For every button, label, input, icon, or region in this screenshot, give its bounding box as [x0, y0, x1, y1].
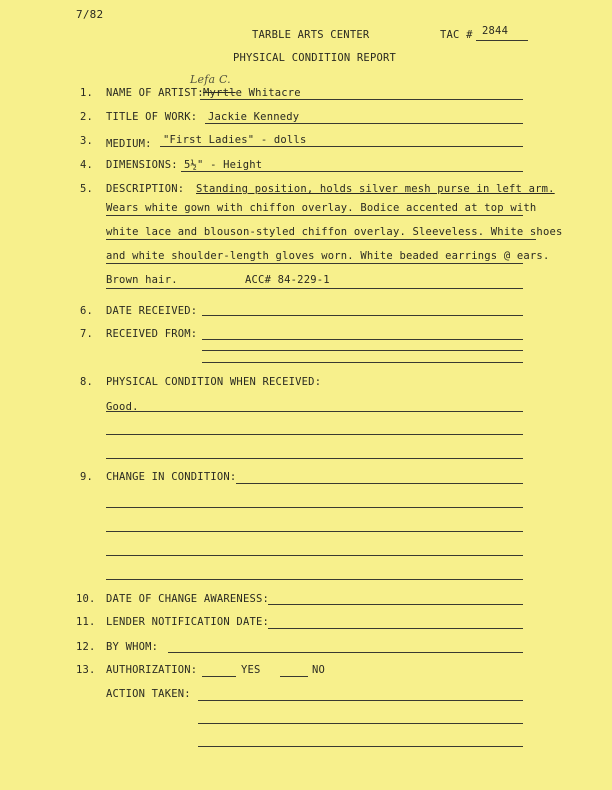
field-10-number: 10. — [76, 593, 96, 605]
tac-label: TAC # — [440, 29, 473, 41]
medium-label: MEDIUM: — [106, 138, 152, 150]
field-12-number: 12. — [76, 641, 96, 653]
accession-number[interactable]: ACC# 84-229-1 — [245, 274, 330, 286]
by-whom-field[interactable] — [168, 652, 523, 653]
condition-received-value[interactable]: Good. — [106, 401, 139, 413]
condition-received-line-3[interactable] — [106, 458, 523, 459]
title-label: TITLE OF WORK: — [106, 111, 198, 123]
authorization-no-field[interactable] — [280, 676, 308, 677]
artist-struck-text: Myrtl — [203, 87, 236, 99]
authorization-yes-label: YES — [241, 664, 261, 676]
dimensions-value[interactable]: 5½" - Height — [184, 159, 263, 171]
change-in-condition-label: CHANGE IN CONDITION: — [106, 471, 237, 483]
change-in-condition-line-4[interactable] — [106, 555, 523, 556]
description-underline-2 — [106, 215, 523, 216]
by-whom-label: BY WHOM: — [106, 641, 159, 653]
received-from-field-1[interactable] — [202, 339, 523, 340]
change-awareness-label: DATE OF CHANGE AWARENESS: — [106, 593, 270, 605]
field-11-number: 11. — [76, 616, 96, 628]
received-from-field-3[interactable] — [202, 362, 523, 363]
artist-label: NAME OF ARTIST: — [106, 87, 204, 99]
action-taken-line-2[interactable] — [198, 723, 523, 724]
form-date: 7/82 — [76, 8, 104, 21]
medium-underline — [160, 146, 523, 147]
date-received-field[interactable] — [202, 315, 523, 316]
description-underline-3 — [106, 239, 536, 240]
field-3-number: 3. — [80, 135, 94, 147]
authorization-label: AUTHORIZATION: — [106, 664, 198, 676]
description-line-3[interactable]: white lace and blouson-styled chiffon overlay. Sleeveless. White shoes — [106, 226, 563, 238]
description-underline-5 — [106, 288, 523, 289]
artist-handwritten-correction: Lefa C. — [190, 73, 231, 86]
report-title: PHYSICAL CONDITION REPORT — [233, 52, 397, 64]
dimensions-underline — [181, 171, 523, 172]
authorization-yes-field[interactable] — [202, 676, 236, 677]
field-2-number: 2. — [80, 111, 94, 123]
field-6-number: 6. — [80, 305, 94, 317]
field-5-number: 5. — [80, 183, 94, 195]
condition-received-line-2[interactable] — [106, 434, 523, 435]
description-line-5[interactable]: Brown hair. — [106, 274, 178, 286]
field-9-number: 9. — [80, 471, 94, 483]
change-in-condition-line-1[interactable] — [236, 483, 523, 484]
condition-received-label: PHYSICAL CONDITION WHEN RECEIVED: — [106, 376, 322, 388]
action-taken-line-3[interactable] — [198, 746, 523, 747]
tac-number[interactable]: 2844 — [482, 25, 509, 37]
lender-notification-field[interactable] — [268, 628, 523, 629]
field-7-number: 7. — [80, 328, 94, 340]
field-4-number: 4. — [80, 159, 94, 171]
change-awareness-field[interactable] — [268, 604, 523, 605]
field-1-number: 1. — [80, 87, 94, 99]
condition-received-line-1 — [106, 411, 523, 412]
medium-value[interactable]: "First Ladies" - dolls — [163, 134, 307, 146]
change-in-condition-line-3[interactable] — [106, 531, 523, 532]
artist-value[interactable] — [203, 87, 301, 99]
action-taken-label: ACTION TAKEN: — [106, 688, 191, 700]
field-13-number: 13. — [76, 664, 96, 676]
description-line-2[interactable]: Wears white gown with chiffon overlay. Bodice accented at top with — [106, 202, 537, 214]
field-8-number: 8. — [80, 376, 94, 388]
description-line-1[interactable]: Standing position, holds silver mesh purse in left arm. — [196, 183, 555, 195]
organization-name: TARBLE ARTS CENTER — [252, 29, 370, 41]
description-label: DESCRIPTION: — [106, 183, 185, 195]
tac-number-underline — [476, 40, 528, 41]
lender-notification-label: LENDER NOTIFICATION DATE: — [106, 616, 270, 628]
artist-value-text: e Whitacre — [235, 87, 301, 99]
action-taken-line-1[interactable] — [198, 700, 523, 701]
dimensions-label: DIMENSIONS: — [106, 159, 178, 171]
description-underline-4 — [106, 263, 523, 264]
received-from-field-2[interactable] — [202, 350, 523, 351]
change-in-condition-line-2[interactable] — [106, 507, 523, 508]
title-value[interactable]: Jackie Kennedy — [208, 111, 300, 123]
title-underline — [205, 123, 523, 124]
change-in-condition-line-5[interactable] — [106, 579, 523, 580]
date-received-label: DATE RECEIVED: — [106, 305, 198, 317]
description-line-4[interactable]: and white shoulder-length gloves worn. White beaded earrings @ ears. — [106, 250, 550, 262]
artist-underline — [200, 99, 523, 100]
authorization-no-label: NO — [312, 664, 326, 676]
received-from-label: RECEIVED FROM: — [106, 328, 198, 340]
